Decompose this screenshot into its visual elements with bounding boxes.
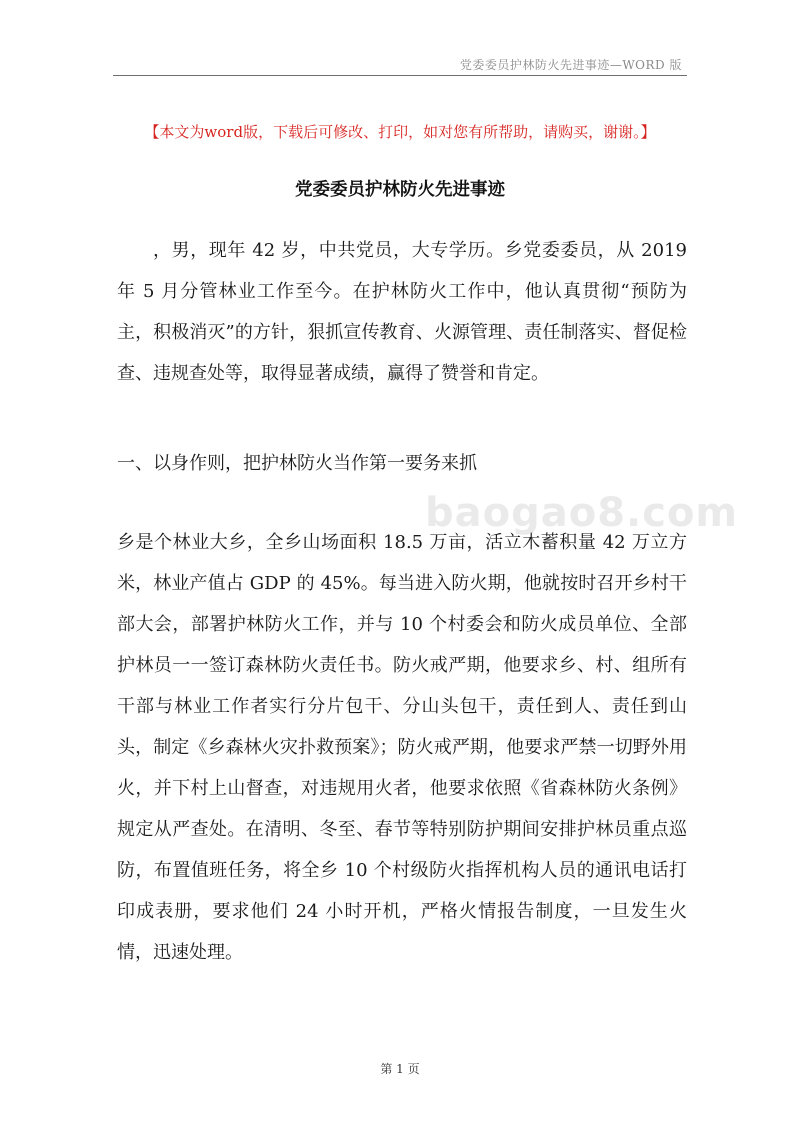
purchase-notice: 【本文为word版，下载后可修改、打印，如对您有所帮助，请购买，谢谢。】 (144, 123, 656, 141)
body-paragraph: 乡是个林业大乡，全乡山场面积 18.5 万亩，活立木蓄积量 42 万立方米，林业产值占 GDP 的 45%。每当进入防火期，他就按时召开乡村干部大会，部署护林防火工作，并与 10 个村委会和防火成员单位、全部护林员一一签订森林防火责任书。防火戒严期，他要求乡、村、组所有干部与林业工作者实行分片包干、分山头包干，责任到人、责任到山头，制定《乡森林火灾扑救预案》；防火戒严期，他要求严禁一切野外用火，并下村上山督查，对违规用火者，他要求依照《省森林防火条例》规定从严查处。在清明、冬至、春节等特别防护期间安排护林员重点巡防，布置值班任务，将全乡 10 个村级防火指挥机构人员的通讯电话打印成表册，要求他们 24 小时开机，严格火情报告制度，一旦发生火情，迅速处理。 (117, 532, 687, 963)
page-number: 第 1 页 (380, 1062, 420, 1076)
watermark: baogao8.com (425, 490, 739, 536)
intro-paragraph: ，男，现年 42 岁，中共党员，大专学历。乡党委委员，从 2019 年 5 月分管林业工作至今。在护林防火工作中，他认真贯彻“预防为主，积极消灭”的方针，狠抓宣传教育、火源管理、责任制落实、督促检查、违规查处等，取得显著成绩，赢得了赞誉和肯定。 (117, 240, 687, 384)
section-heading: 一、以身作则，把护林防火当作第一要务来抓 (117, 453, 477, 474)
document-title: 党委委员护林防火先进事迹 (295, 180, 505, 200)
running-header: 党委委员护林防火先进事迹—WORD 版 (459, 58, 682, 72)
header-divider (113, 75, 687, 76)
